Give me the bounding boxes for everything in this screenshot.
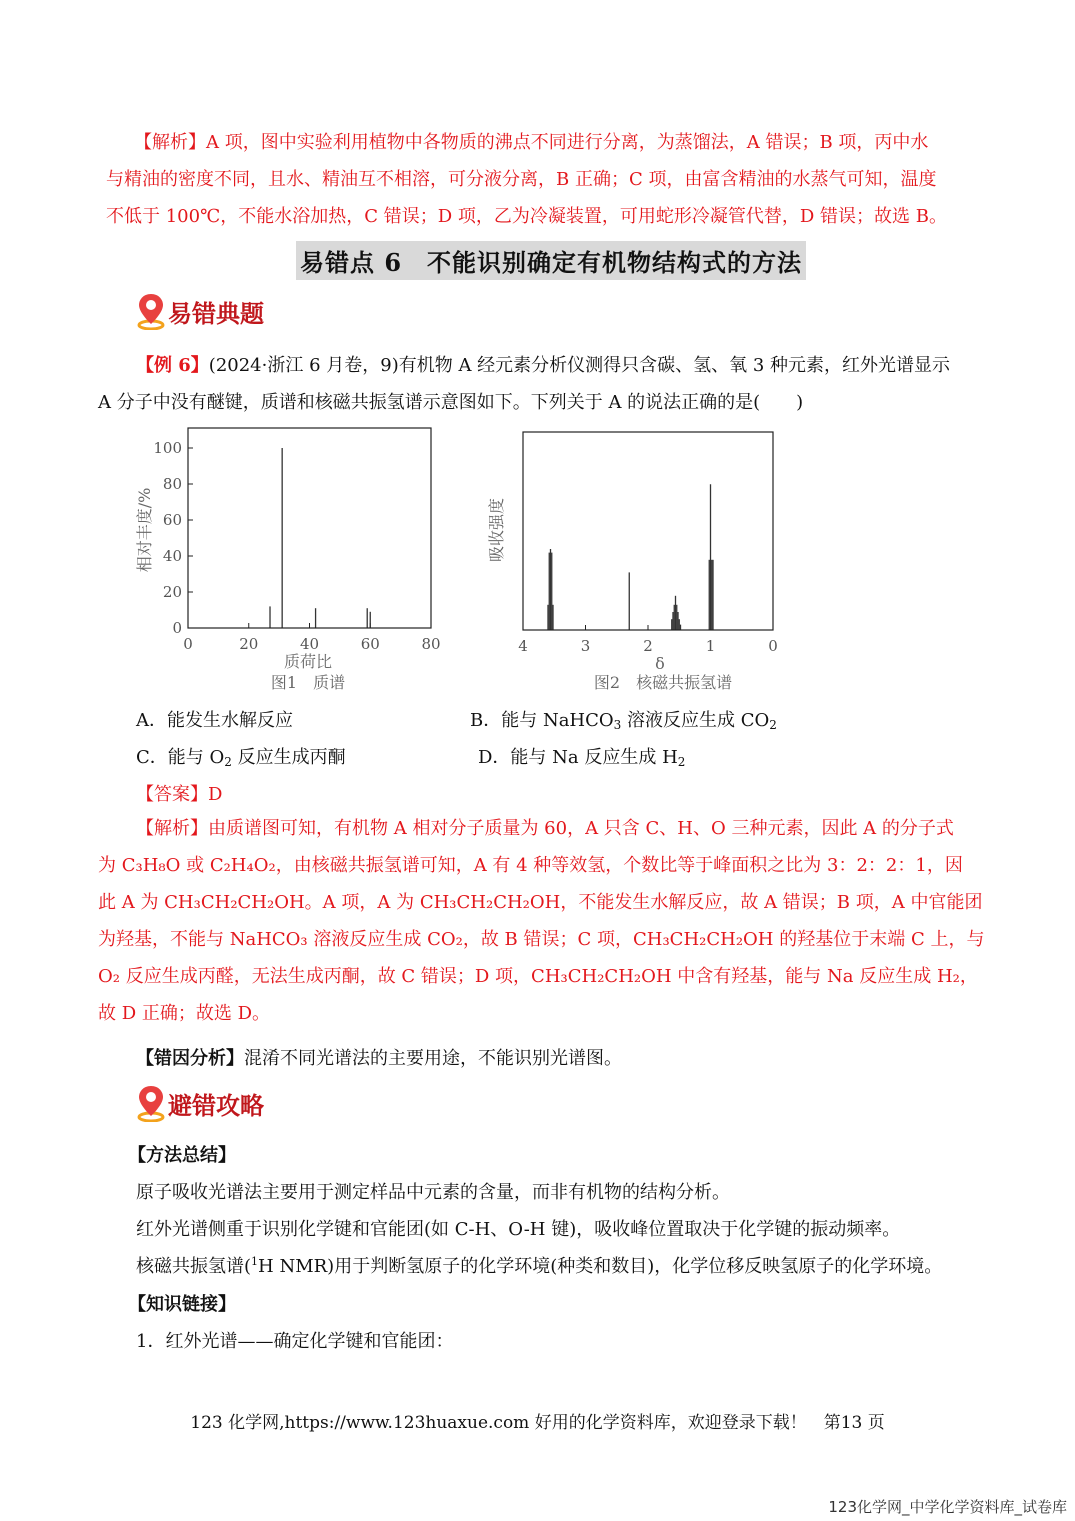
x-tick-label: 0	[768, 637, 778, 655]
knowledge-link	[128, 1286, 988, 1360]
location-pin-icon	[136, 1084, 166, 1122]
location-pin-icon	[136, 292, 166, 330]
previous-analysis	[106, 124, 986, 235]
example-text: (2024·浙江 6 月卷，9)有机物 A 经元素分析仪测得只含碳、氢、氧 3 种元素，红外光谱显示	[208, 355, 951, 376]
y-tick-label: 20	[162, 583, 182, 601]
method-line: 红外光谱侧重于识别化学键和官能团(如 C-H、O-H 键)，吸收峰位置取决于化学键的振动频率。	[136, 1219, 901, 1240]
error-cause-tag: 【错因分析】	[136, 1048, 244, 1069]
analysis-line: 故 D 正确；故选 D。	[98, 1003, 271, 1024]
y-tick-label: 80	[162, 475, 182, 493]
heading-avoid	[136, 1084, 264, 1122]
analysis-line: 不低于 100℃，不能水浴加热，C 错误；D 项，乙为冷凝装置，可用蛇形冷凝管代替，D 错误；故选 B。	[106, 206, 947, 227]
x-tick-label: 40	[299, 635, 320, 653]
x-tick-label: 20	[239, 635, 259, 653]
y-tick-label: 40	[162, 547, 182, 565]
answer	[136, 780, 222, 806]
plot-frame	[523, 432, 773, 630]
analysis-tag: 【解析】	[136, 818, 208, 839]
option-a: A．能发生水解反应	[136, 710, 293, 731]
x-tick-label: 3	[580, 637, 591, 655]
example-text: A 分子中没有醚键，质谱和核磁共振氢谱示意图如下。下列关于 A 的说法正确的是( )	[98, 392, 804, 413]
y-axis-label: 吸收强度	[487, 497, 506, 563]
x-tick-label: 2	[643, 637, 653, 655]
y-tick-label: 0	[172, 619, 182, 637]
section-title: 易错点 6 不能识别确定有机物结构式的方法	[296, 241, 806, 280]
example-tag: 【例 6】	[136, 355, 209, 376]
knowledge-item: 1．红外光谱——确定化学键和官能团：	[136, 1331, 454, 1352]
analysis-line: O₂ 反应生成丙醛，无法生成丙酮，故 C 错误；D 项，CH₃CH₂CH₂OH 中含有羟基，能与 Na 反应生成 H₂，	[98, 966, 978, 987]
analysis-line: 为 C₃H₈O 或 C₂H₄O₂，由核磁共振氢谱可知，A 有 4 种等效氢，个数比等于峰面积之比为 3：2：2：1，因	[98, 855, 963, 876]
method-summary	[128, 1137, 988, 1285]
heading-text: 避错攻略	[168, 1090, 264, 1120]
heading-text: 易错典题	[168, 298, 264, 328]
x-axis-label: δ	[655, 654, 665, 673]
answer-tag: 【答案】	[136, 784, 208, 805]
x-tick-label: 60	[360, 635, 380, 653]
figure-caption: 图2 核磁共振氢谱	[593, 673, 733, 692]
heading-typical	[136, 292, 264, 330]
option-b: B．能与 NaHCO$_3$ 溶液反应生成 $CO_2$	[470, 710, 777, 732]
plot-frame	[188, 428, 431, 628]
analysis-line: 此 A 为 CH₃CH₂CH₂OH。A 项，A 为 CH₃CH₂CH₂OH，不能发生水解反应，故 A 错误；B 项，A 中官能团	[98, 892, 983, 913]
x-tick-label: 4	[518, 637, 528, 655]
y-axis-label: 相对丰度/%	[135, 487, 154, 573]
error-cause-text: 混淆不同光谱法的主要用途，不能识别光谱图。	[244, 1048, 622, 1069]
watermark: 123化学网_中学化学资料库_试卷库	[828, 1498, 1067, 1516]
page-footer: 123 化学网,https://www.123huaxue.com 好用的化学资料库，欢迎登录下载！ 第13 页	[190, 1413, 885, 1433]
analysis-tag: 【解析】	[134, 132, 206, 153]
option-d: D．能与 Na 反应生成 $H_2$	[478, 747, 686, 769]
option-c: C．能与 $O_2$ 反应生成丙酮	[136, 747, 346, 769]
example-question	[98, 347, 978, 421]
answer-value: D	[208, 784, 223, 805]
method-line: 原子吸收光谱法主要用于测定样品中元素的含量，而非有机物的结构分析。	[136, 1182, 730, 1203]
nmr-spectrum-chart	[480, 420, 800, 700]
analysis	[98, 810, 988, 1032]
x-axis-label: 质荷比	[283, 652, 333, 671]
y-tick-label: 100	[153, 439, 182, 457]
analysis-line: 与精油的密度不同，且水、精油互不相溶，可分液分离，B 正确；C 项，由富含精油的水蒸气可知，温度	[106, 169, 937, 190]
y-tick-label: 60	[162, 511, 182, 529]
analysis-line: 为羟基，不能与 NaHCO₃ 溶液反应生成 CO₂，故 B 错误；C 项，CH₃CH₂CH₂OH 的羟基位于末端 C 上，与	[98, 929, 985, 950]
method-tag: 【方法总结】	[128, 1145, 236, 1166]
mass-spectrum-chart	[130, 420, 450, 700]
error-cause	[136, 1044, 622, 1070]
x-tick-label: 1	[705, 637, 716, 655]
figure-caption: 图1 质谱	[270, 673, 346, 692]
method-line: 核磁共振氢谱($^1$H NMR)用于判断氢原子的化学环境(种类和数目)，化学位移反映氢原子的化学环境。	[136, 1255, 943, 1277]
x-tick-label: 80	[421, 635, 441, 653]
analysis-line: A 项，图中实验利用植物中各物质的沸点不同进行分离，为蒸馏法，A 错误；B 项，丙中水	[206, 132, 929, 153]
x-tick-label: 0	[183, 635, 193, 653]
analysis-line: 由质谱图可知，有机物 A 相对分子质量为 60，A 只含 C、H、O 三种元素，因此 A 的分子式	[208, 818, 954, 839]
knowledge-tag: 【知识链接】	[128, 1294, 236, 1315]
